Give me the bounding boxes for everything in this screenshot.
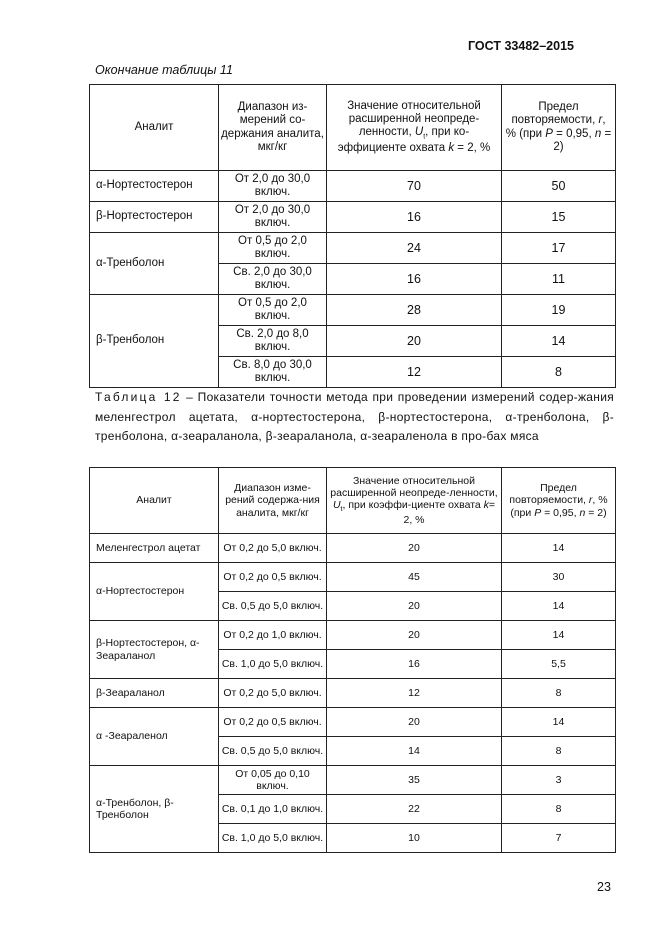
header-repeat-text-d: = 2) [553, 127, 612, 153]
header-repeat-text-c: = 0,95, [541, 506, 580, 519]
table-11 [89, 84, 616, 388]
uncertainty-cell: 14 [327, 737, 502, 766]
uncertainty-cell: 70 [327, 171, 502, 202]
header-repeat-n: n [594, 127, 602, 140]
header-uncertainty-text-a: Значение относительной расширенной неопреде-ленности, [330, 474, 498, 499]
repeatability-cell: 17 [502, 233, 616, 264]
table-row [90, 202, 616, 233]
range-cell: От 0,2 до 0,5 включ. [219, 708, 327, 737]
repeatability-cell: 30 [502, 563, 616, 592]
uncertainty-cell: 22 [327, 795, 502, 824]
header-range: Диапазон из-мерений со-держания аналита, мкг/кг [219, 85, 327, 171]
table-row [90, 766, 616, 795]
range-cell: Св. 1,0 до 5,0 включ. [219, 650, 327, 679]
repeatability-cell: 8 [502, 795, 616, 824]
analyte-cell: β-Тренболон [90, 295, 219, 388]
header-repeat-text-d: = 2) [585, 506, 607, 519]
header-uncertainty-text-b: , при ко-эффициенте охвата [337, 126, 470, 154]
range-cell: От 0,5 до 2,0 включ. [219, 233, 327, 264]
analyte-cell: α-Нортестостерон [90, 171, 219, 202]
uncertainty-cell: 16 [327, 264, 502, 295]
header-repeat-r: r [588, 494, 593, 507]
table-row [90, 171, 616, 202]
uncertainty-cell: 45 [327, 563, 502, 592]
uncertainty-cell: 20 [327, 326, 502, 357]
repeatability-cell: 14 [502, 708, 616, 737]
range-cell: Св. 0,5 до 5,0 включ. [219, 737, 327, 766]
range-cell: От 0,2 до 0,5 включ. [219, 563, 327, 592]
uncertainty-cell: 16 [327, 202, 502, 233]
table12-caption-label: Таблица 12 [95, 390, 182, 404]
header-uncertainty-subscript: t [423, 133, 426, 141]
range-cell: Св. 0,1 до 1,0 включ. [219, 795, 327, 824]
repeatability-cell: 8 [502, 737, 616, 766]
table-12 [89, 467, 616, 853]
uncertainty-cell: 12 [327, 357, 502, 388]
analyte-cell: α-Нортестостерон [90, 563, 219, 621]
header-uncertainty-text-a: Значение относительной расширенной неопреде-ленности, [347, 100, 481, 139]
analyte-cell: Меленгестрол ацетат [90, 534, 219, 563]
table12-caption-text: – Показатели точности метода при проведении измерений содер-жания меленгестрол ацетата, α-нортестостерона, β-нортестостерона, α-тренболона, β-тренболона, α-зеараланола, β-зеараланола, α-зеараленола в про-бах мяса [95, 390, 614, 443]
range-cell: Св. 1,0 до 5,0 включ. [219, 824, 327, 853]
repeatability-cell: 11 [502, 264, 616, 295]
header-repeat-text-a: Предел повторяемости, [509, 482, 589, 507]
uncertainty-cell: 35 [327, 766, 502, 795]
uncertainty-cell: 24 [327, 233, 502, 264]
header-uncertainty-text-b: , при коэффи-циенте охвата [342, 498, 484, 511]
header-uncertainty [327, 468, 502, 534]
uncertainty-cell: 20 [327, 534, 502, 563]
uncertainty-cell: 20 [327, 592, 502, 621]
uncertainty-cell: 16 [327, 650, 502, 679]
uncertainty-cell: 20 [327, 708, 502, 737]
table-header-row [90, 468, 616, 534]
header-repeat-text-b: , % (при [505, 114, 606, 140]
repeatability-cell: 15 [502, 202, 616, 233]
repeatability-cell: 50 [502, 171, 616, 202]
analyte-cell: α -Зеараленол [90, 708, 219, 766]
header-analyte: Аналит [90, 85, 219, 171]
header-repeat-r: r [598, 114, 603, 127]
repeatability-cell: 7 [502, 824, 616, 853]
table-row [90, 233, 616, 264]
range-cell: Св. 2,0 до 30,0 включ. [219, 264, 327, 295]
range-cell: От 0,2 до 5,0 включ. [219, 679, 327, 708]
header-uncertainty-symbol: U [332, 498, 341, 511]
repeatability-cell: 14 [502, 326, 616, 357]
table-row [90, 621, 616, 650]
header-analyte: Аналит [90, 468, 219, 534]
header-uncertainty [327, 85, 502, 171]
table-row [90, 534, 616, 563]
range-cell: Св. 2,0 до 8,0 включ. [219, 326, 327, 357]
header-repeatability [502, 85, 616, 171]
repeatability-cell: 14 [502, 592, 616, 621]
table-row [90, 708, 616, 737]
range-cell: Св. 8,0 до 30,0 включ. [219, 357, 327, 388]
repeatability-cell: 14 [502, 534, 616, 563]
table12-caption [95, 388, 614, 447]
uncertainty-cell: 10 [327, 824, 502, 853]
analyte-cell: β-Нортестостерон, α-Зеараланол [90, 621, 219, 679]
range-cell: От 0,2 до 5,0 включ. [219, 534, 327, 563]
range-cell: От 0,2 до 1,0 включ. [219, 621, 327, 650]
range-cell: Св. 0,5 до 5,0 включ. [219, 592, 327, 621]
table11-continuation-label: Окончание таблицы 11 [95, 63, 233, 77]
table-row [90, 295, 616, 326]
header-uncertainty-text-c: = 2, % [454, 141, 491, 154]
analyte-cell: α-Тренболон [90, 233, 219, 295]
analyte-cell: β-Нортестостерон [90, 202, 219, 233]
range-cell: От 2,0 до 30,0 включ. [219, 202, 327, 233]
header-uncertainty-k: k [448, 141, 455, 154]
repeatability-cell: 8 [502, 679, 616, 708]
header-repeat-text-a: Предел повторяемости, [511, 101, 599, 127]
range-cell: От 2,0 до 30,0 включ. [219, 171, 327, 202]
header-repeat-P: P [534, 506, 542, 519]
table-row [90, 563, 616, 592]
uncertainty-cell: 12 [327, 679, 502, 708]
header-uncertainty-subscript: t [340, 506, 343, 514]
repeatability-cell: 14 [502, 621, 616, 650]
repeatability-cell: 3 [502, 766, 616, 795]
range-cell: От 0,05 до 0,10 включ. [219, 766, 327, 795]
header-uncertainty-text-c: = 2, % [403, 498, 496, 527]
repeatability-cell: 5,5 [502, 650, 616, 679]
analyte-cell: α-Тренболон, β-Тренболон [90, 766, 219, 853]
header-repeat-text-b: , % (при [510, 494, 608, 519]
header-uncertainty-k: k [483, 498, 489, 511]
analyte-cell: β-Зеараланол [90, 679, 219, 708]
range-cell: От 0,5 до 2,0 включ. [219, 295, 327, 326]
uncertainty-cell: 28 [327, 295, 502, 326]
uncertainty-cell: 20 [327, 621, 502, 650]
document-id: ГОСТ 33482–2015 [468, 39, 574, 53]
page-number: 23 [597, 880, 611, 894]
repeatability-cell: 8 [502, 357, 616, 388]
header-repeat-n: n [579, 506, 586, 519]
header-repeat-P: P [545, 127, 553, 140]
header-range: Диапазон изме-рений содержа-ния аналита, мкг/кг [219, 468, 327, 534]
header-uncertainty-symbol: U [414, 126, 424, 139]
repeatability-cell: 19 [502, 295, 616, 326]
header-repeat-text-c: = 0,95, [552, 127, 595, 140]
header-repeatability [502, 468, 616, 534]
table-header-row [90, 85, 616, 171]
table-row [90, 679, 616, 708]
